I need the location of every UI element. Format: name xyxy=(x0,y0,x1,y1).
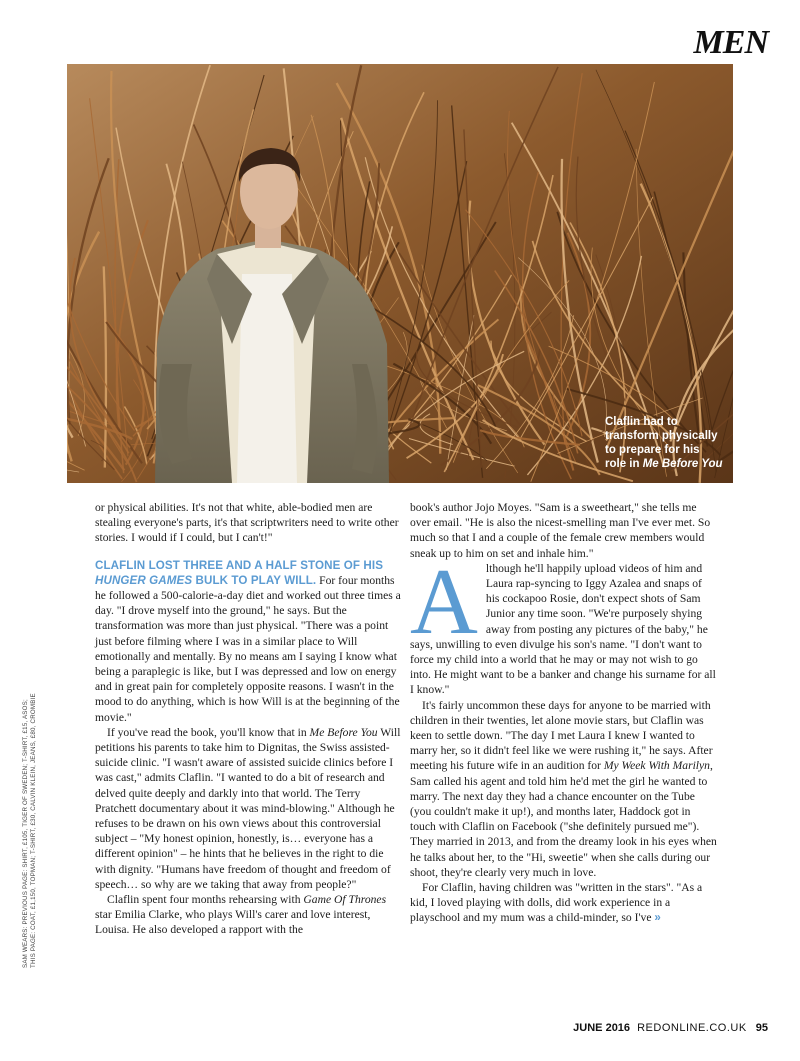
film-title: My Week With Marilyn xyxy=(603,759,710,773)
paragraph-text: lthough he'll happily upload videos of him and Laura rap-syncing to Iggy Azalea and snaps of his cockapoo Rosie, don't expect shots of Sam Junior any time soon. "We're purposely shying away from posting any pictures of the baby," he says, unwilling to even divulge his son's name. "I don't want to force my child into a world that he may or may not wish to go into. He might want to be a banker and change his surname for all I know." xyxy=(410,561,716,697)
caption-film-title: Me Before You xyxy=(642,458,723,470)
paragraph-text: If you've read the book, you'll know that in xyxy=(107,725,310,739)
paragraph xyxy=(95,725,403,892)
paragraph-with-subhead xyxy=(95,558,403,725)
paragraph-text: , Sam called his agent and told him he'd met the girl he wanted to marry. The next day they had a chance encounter on the Tube (you couldn't make it up!), and months later, Haddock got in touch with Claflin on Facebook ("she definitely pursued me"). They married in 2013, and from the dreamy look in his eyes when he talks about her, to the "Hi, sweetie" when she calls during our shoot, they're clearly very much in love. xyxy=(410,759,717,879)
paragraph-text: For Claflin, having children was "written in the stars". "As a kid, I loved playing with dolls, did work experience in a playschool and my mum was a child-minder, so I've xyxy=(410,881,703,925)
subhead-text: CLAFLIN LOST THREE AND A HALF STONE OF HIS xyxy=(95,558,384,572)
paragraph: or physical abilities. It's not that white, able-bodied men are stealing everyone's parts, it's that scriptwriters need to write other stories. I would if I could, but I can't!" xyxy=(95,501,399,545)
show-title: Game Of Thrones xyxy=(303,893,387,907)
left-column xyxy=(95,500,403,938)
right-column xyxy=(410,500,718,926)
continue-arrow-icon: » xyxy=(654,911,661,925)
fashion-credit-line2: THIS PAGE: COAT, £1,150, TOPMAN; T-SHIRT, £30, CALVIN KLEIN, JEANS, £80, CROMBIE xyxy=(30,693,37,968)
photo-caption xyxy=(605,415,723,471)
section-label: MEN xyxy=(693,24,768,61)
paragraph-text: For four months he followed a 500-calorie-a-day diet and worked out three times a day. "I drove myself into the ground," he says. But the transformation was more than just physical. "There was a point just before filming where I was in a similar place to Will emotionally and mentally. By no means am I saying I know what being a paraplegic is like, but I was depressed and low on energy and in great pain for completely opposite reasons. I wasn't in the mood to do anything, which is how Will is at the beginning of the movie." xyxy=(95,573,401,724)
paragraph xyxy=(95,892,403,938)
paragraph-text: Will petitions his parents to take him to Dignitas, the Swiss assisted-suicide clinic. "I wasn't aware of assisted suicide clinics before I was cast," admits Claflin. "I wanted to do a bit of research and delved quite deeply and darkly into that world. The Terry Pratchett documentary about it was mind-blowing." Although he refuses to be drawn on his own views about this controversial subject – "My honest opinion, honestly, is… everyone has a different opinion" – he hints that he believes in the right to die with dignity. "Humans have freedom of thought and freedom of speech… so why are we taking that away from people?" xyxy=(95,725,401,891)
subhead-italic: HUNGER GAMES xyxy=(95,573,193,587)
issue-date: JUNE 2016 xyxy=(573,1022,631,1034)
caption-text: Claflin had to transform physically to prepare for his role in xyxy=(605,416,718,470)
fashion-credit-line1: SAM WEARS: PREVIOUS PAGE: SHIRT, £105, TIGER OF SWEDEN; T-SHIRT, £15, ASOS; xyxy=(22,699,29,968)
drop-cap: A xyxy=(410,549,478,654)
paragraph-text: It's fairly uncommon these days for anyone to be married with children in their twenties, let alone movie stars, but Claflin was keen to settle down. "The day I met Laura I knew I wanted to marry her, so it didn't feel like we were rushing it," he says. After meeting his future wife in an audition for xyxy=(410,698,713,773)
fashion-credit xyxy=(22,668,38,968)
website: REDONLINE.CO.UK xyxy=(637,1022,747,1034)
paragraph xyxy=(410,698,718,880)
paragraph-text: star Emilia Clarke, who plays Will's carer and love interest, Louisa. He also developed a rapport with the xyxy=(95,908,371,937)
paragraph-text: Claflin spent four months rehearsing with xyxy=(107,893,304,907)
book-title: Me Before You xyxy=(309,725,378,739)
page-footer xyxy=(573,1022,768,1034)
page-number: 95 xyxy=(755,1022,768,1034)
feature-photo xyxy=(67,64,733,483)
paragraph-with-dropcap xyxy=(410,549,718,698)
paragraph: book's author Jojo Moyes. "Sam is a sweetheart," she tells me over email. "He is also the nicest-smelling man I've ever met. So much so that I and a couple of the female crew members would sneak up to him on set and inhale him." xyxy=(410,501,711,560)
paragraph xyxy=(410,880,718,926)
subhead-text-end: BULK TO PLAY WILL. xyxy=(192,573,317,587)
